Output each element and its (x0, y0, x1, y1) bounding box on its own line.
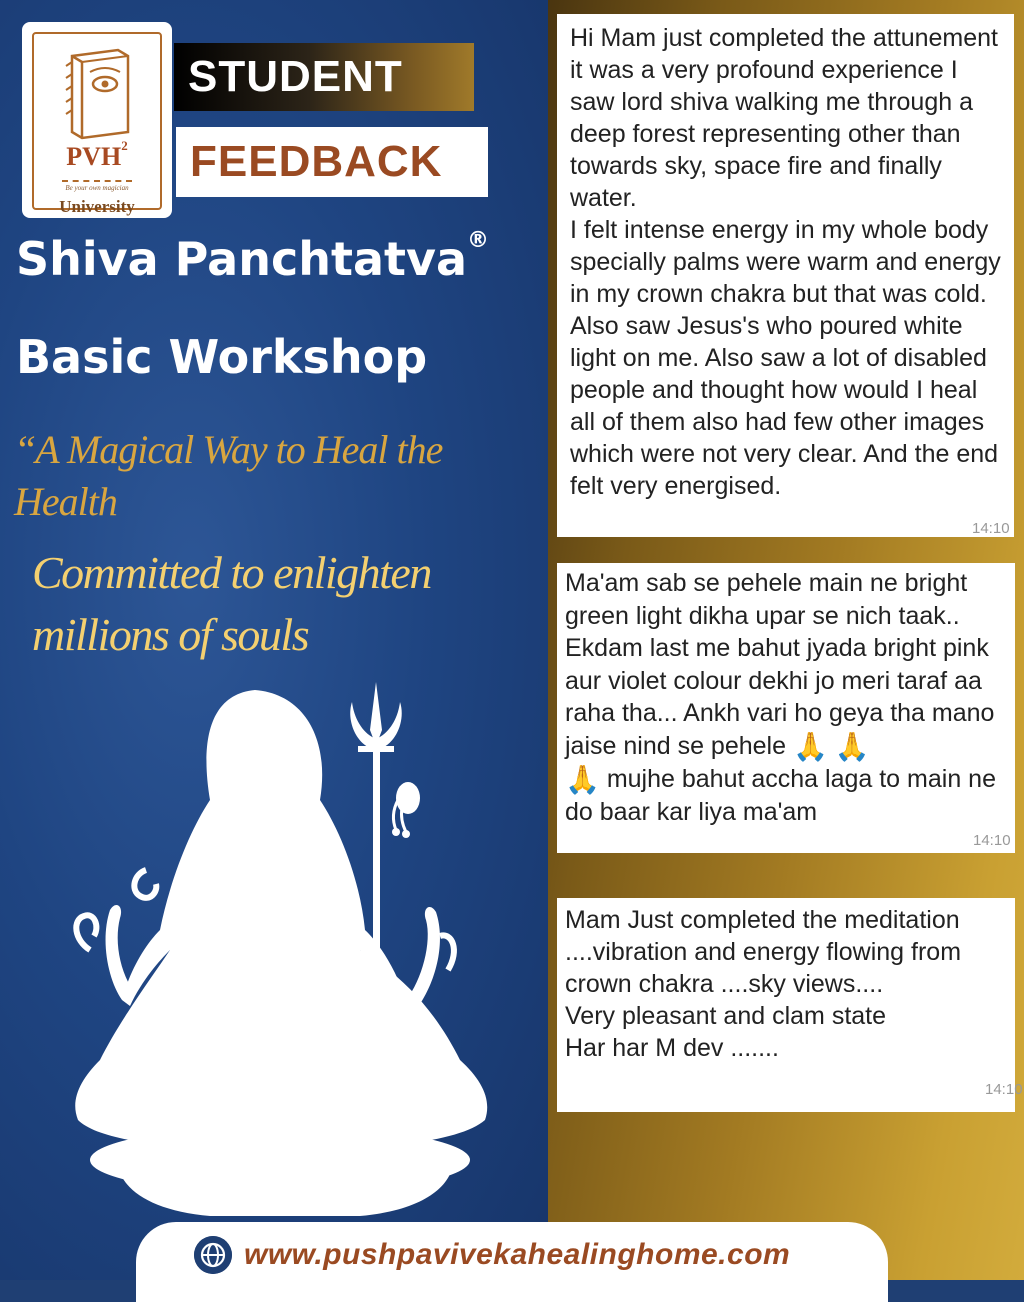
registered-mark: ® (467, 228, 490, 253)
workshop-title: Shiva Panchtatva® (16, 228, 490, 286)
testimonial-card-2 (557, 563, 1015, 853)
testimonial-text: Hi Mam just completed the attunement it was a very profound experience I saw lord shiva walking me through a deep forest representing other than towards sky, space fire and finally water. I felt intense energy in my whole body specially palms were warm and energy in my crown chakra but that was cold. Also saw Jesus's who poured white light on me. Also saw a lot of disabled people and thought how would I heal all of them also had few other images which were not very clear. And the end felt very energised. (570, 24, 1001, 500)
logo-frame (32, 32, 162, 216)
university-logo (22, 22, 172, 218)
testimonial-text: Mam Just completed the meditation ....vibration and energy flowing from crown chakra ....sky views.... Very pleasant and clam state Har har M dev ....... (565, 906, 962, 1062)
testimonial-card-1 (557, 14, 1014, 537)
student-label: STUDENT (174, 43, 474, 111)
workshop-quote: “A Magical Way to Heal the Health (14, 427, 443, 524)
commitment-text: Committed to enlighten millions of souls (32, 547, 431, 660)
shiva-silhouette-icon (60, 680, 510, 1220)
website-footer (136, 1222, 888, 1302)
book-eye-icon (62, 46, 136, 142)
logo-subtitle: University (59, 197, 135, 216)
testimonial-text: Ma'am sab se pehele main ne bright green light dikha upar se nich taak.. Ekdam last me bahut jyada bright pink aur violet colour dekhi jo meri taraf aa raha tha... Ankh vari ho geya tha mano jaise nind se pehele 🙏 🙏 🙏 mujhe bahut accha laga to main ne do baar kar liya ma'am (565, 569, 996, 827)
feedback-label: FEEDBACK (176, 127, 488, 197)
message-timestamp: 14:10 (985, 1081, 1023, 1098)
testimonial-card-3 (557, 898, 1023, 1112)
message-timestamp: 14:10 (972, 520, 1010, 537)
logo-tagline: Be your own magician (65, 184, 129, 192)
message-timestamp: 14:10 (973, 832, 1011, 849)
globe-icon (194, 1236, 232, 1274)
folded-hands-emoji: 🙏 (792, 730, 828, 762)
logo-divider (62, 180, 132, 182)
folded-hands-emoji: 🙏 (565, 764, 600, 796)
logo-brand: PVH$^2$ (66, 138, 128, 171)
folded-hands-emoji: 🙏 (834, 730, 870, 762)
workshop-subtitle: Basic Workshop (16, 330, 428, 384)
website-link[interactable]: www.pushpavivekahealinghome.com (244, 1238, 791, 1271)
